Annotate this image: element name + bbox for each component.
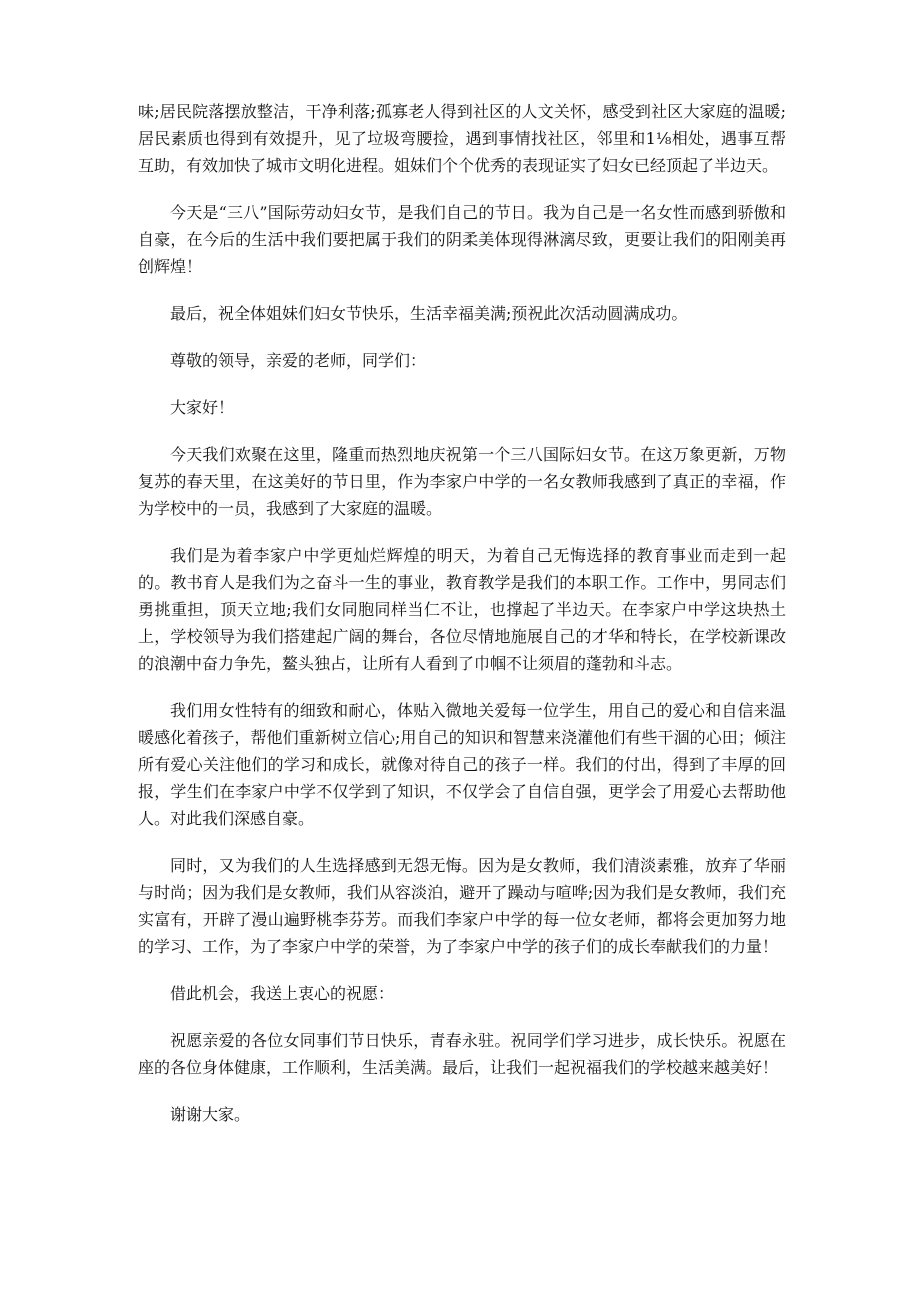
paragraph-2: 今天是“三八”国际劳动妇女节，是我们自己的节日。我为自己是一名女性而感到骄傲和自豪，在今后的生活中我们要把属于我们的阴柔美体现得淋漓尽致，更要让我们的阳刚美再创辉煌！ — [138, 203, 786, 276]
paragraph-8: 我们用女性特有的细致和耐心，体贴入微地关爱每一位学生，用自己的爱心和自信来温暖感化着孩子，帮他们重新树立信心;用自己的知识和智慧来浇灌他们有些干涸的心田；倾注所有爱心关注他们的学习和成长，就像对待自己的孩子一样。我们的付出，得到了丰厚的回报，学生们在李家户中学不仅学到了知识，不仅学会了自信自强，更学会了用爱心去帮助他人。对此我们深感自豪。 — [138, 701, 786, 828]
paragraph-5: 大家好！ — [170, 398, 235, 417]
paragraph-12: 谢谢大家。 — [170, 1105, 251, 1124]
paragraph-11: 祝愿亲爱的各位女同事们节日快乐，青春永驻。祝同学们学习进步，成长快乐。祝愿在座的各位身体健康，工作顺利，生活美满。最后，让我们一起祝福我们的学校越来越美好！ — [138, 1031, 786, 1077]
paragraph-10: 借此机会，我送上衷心的祝愿： — [170, 984, 395, 1003]
paragraph-7: 我们是为着李家户中学更灿烂辉煌的明天，为着自己无悔选择的教育事业而走到一起的。教书育人是我们为之奋斗一生的事业，教育教学是我们的本职工作。工作中，男同志们勇挑重担，顶天立地;我们女同胞同样当仁不让，也撑起了半边天。在李家户中学这块热土上，学校领导为我们搭建起广阔的舞台，各位尽情地施展自己的才华和特长，在学校新课改的浪潮中奋力争先，鳌头独占，让所有人看到了巾帼不让须眉的蓬勃和斗志。 — [138, 546, 786, 673]
paragraph-6: 今天我们欢聚在这里，隆重而热烈地庆祝第一个三八国际妇女节。在这万象更新，万物复苏的春天里，在这美好的节日里，作为李家户中学的一名女教师我感到了真正的幸福，作为学校中的一员，我感到了大家庭的温暖。 — [138, 445, 786, 518]
document-body — [138, 98, 786, 1148]
paragraph-9: 同时，又为我们的人生选择感到无怨无悔。因为是女教师，我们清淡素雅，放弃了华丽与时尚；因为我们是女教师，我们从容淡泊，避开了躁动与喧哗;因为我们是女教师，我们充实富有，开辟了漫山遍野桃李芬芳。而我们李家户中学的每一位女老师，都将会更加努力地的学习、工作，为了李家户中学的荣誉，为了李家户中学的孩子们的成长奉献我们的力量！ — [138, 856, 786, 956]
paragraph-1: 味;居民院落摆放整洁，干净利落;孤寡老人得到社区的人文关怀，感受到社区大家庭的温暖;居民素质也得到有效提升，见了垃圾弯腰捡，遇到事情找社区，邻里和1⅛相处，遇事互帮互助，有效加快了城市文明化进程。姐妹们个个优秀的表现证实了妇女已经顶起了半边天。 — [138, 102, 786, 175]
paragraph-3: 最后，祝全体姐妹们妇女节快乐，生活幸福美满;预祝此次活动圆满成功。 — [170, 304, 688, 323]
paragraph-4: 尊敬的领导，亲爱的老师，同学们： — [170, 351, 427, 370]
